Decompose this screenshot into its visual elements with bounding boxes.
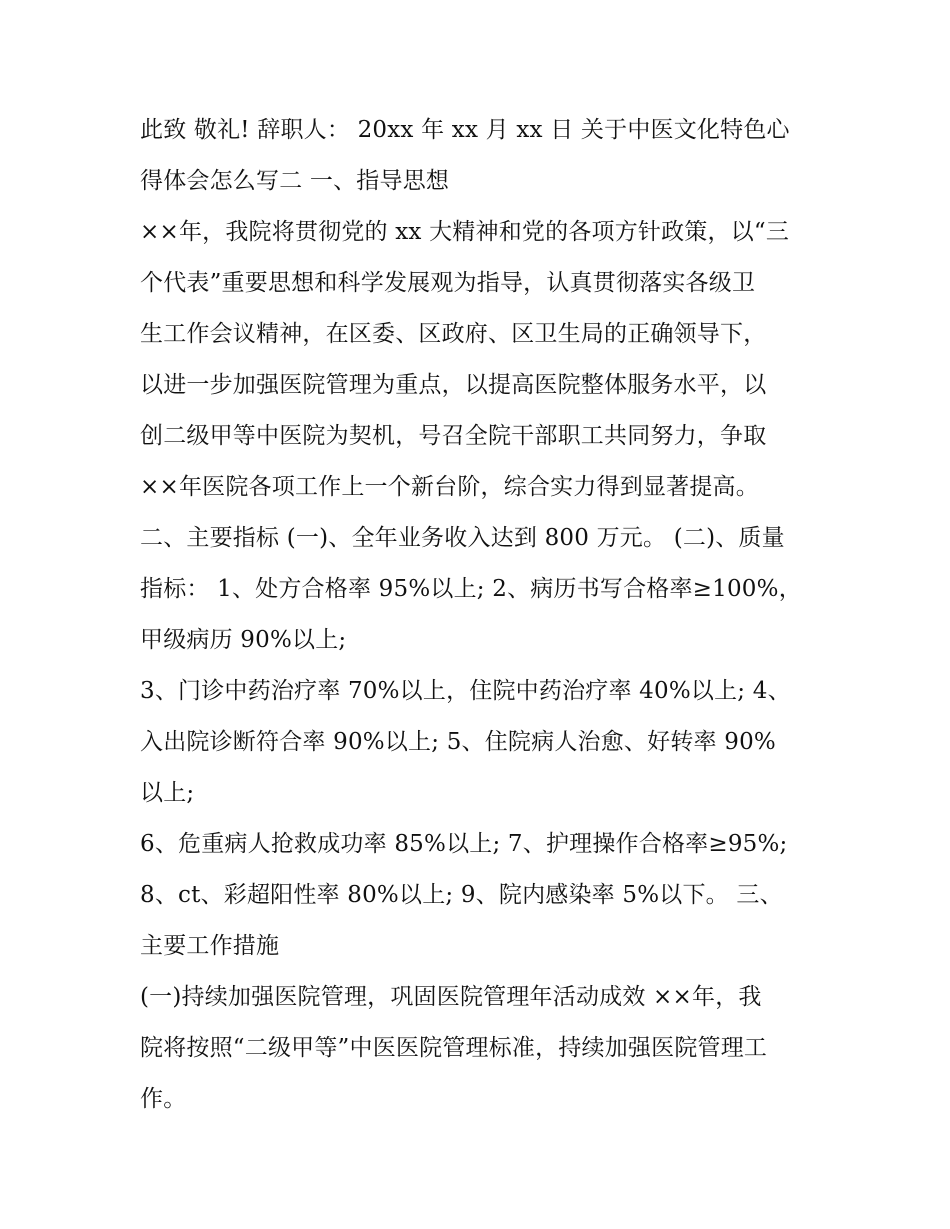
text-line: 甲级病历 90%以上; — [140, 627, 347, 653]
text-line: 作。 — [140, 1086, 187, 1112]
text-line: 此致 敬礼! 辞职人： 20xx 年 xx 月 xx 日 关于中医文化特色心 — [140, 117, 790, 143]
text-line: 8、ct、彩超阳性率 80%以上; 9、院内感染率 5%以下。 三、 — [140, 882, 783, 908]
text-line: 个代表”重要思想和科学发展观为指导，认真贯彻落实各级卫 — [140, 270, 756, 296]
text-line: 以上; — [140, 780, 195, 806]
text-line: (一)持续加强医院管理，巩固医院管理年活动成效 ××年，我 — [140, 984, 762, 1010]
text-line: 指标： 1、处方合格率 95%以上; 2、病历书写合格率≥100%， — [140, 576, 802, 602]
text-line: 生工作会议精神，在区委、区政府、区卫生局的正确领导下， — [140, 321, 767, 347]
text-line: 二、主要指标 (一)、全年业务收入达到 800 万元。 (二)、质量 — [140, 525, 785, 551]
text-line: ××年，我院将贯彻党的 xx 大精神和党的各项方针政策，以“三 — [140, 219, 790, 245]
text-line: ××年医院各项工作上一个新台阶，综合实力得到显著提高。 — [140, 474, 759, 500]
text-line: 6、危重病人抢救成功率 85%以上; 7、护理操作合格率≥95%; — [140, 831, 788, 857]
text-line: 3、门诊中药治疗率 70%以上，住院中药治疗率 40%以上; 4、 — [140, 678, 791, 704]
text-line: 创二级甲等中医院为契机，号召全院干部职工共同努力，争取 — [140, 423, 767, 449]
text-line: 主要工作措施 — [140, 933, 280, 959]
text-line: 以进一步加强医院管理为重点，以提高医院整体服务水平，以 — [140, 372, 767, 398]
text-line: 院将按照“二级甲等”中医医院管理标准，持续加强医院管理工 — [140, 1035, 768, 1061]
text-line: 入出院诊断符合率 90%以上; 5、住院病人治愈、好转率 90% — [140, 729, 776, 755]
text-line: 得体会怎么写二 一、指导思想 — [140, 168, 450, 194]
